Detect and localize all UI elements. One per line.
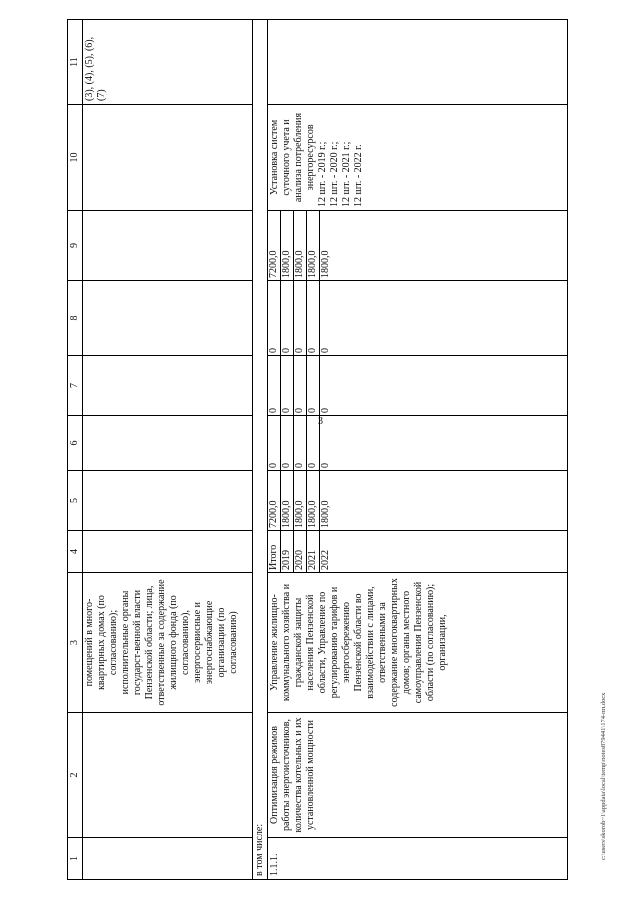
value-cell: 0 bbox=[307, 356, 320, 415]
header-col-11: 11 bbox=[68, 20, 83, 105]
years-list bbox=[268, 531, 332, 572]
year-cell: 2022 bbox=[320, 550, 331, 570]
value-cell: 7200,0 bbox=[268, 471, 281, 530]
header-col-8: 8 bbox=[68, 281, 83, 356]
header-col-9: 9 bbox=[68, 211, 83, 281]
value-cell: 1800,0 bbox=[320, 250, 331, 278]
value-cell: 1800,0 bbox=[294, 211, 307, 280]
result-line: 12 шт. - 2019 г.; bbox=[317, 141, 328, 207]
continuation-executors: помещений в много-квартирных домах (по согласованию); исполнительные органы государст-венной власти Пензенской области; лица, ответственные за содержание жилищного фонда (по согласованию), энергосервисные и энергоснабжающие организации (по согласованию) bbox=[83, 573, 253, 713]
table-row bbox=[268, 20, 568, 880]
page-number: 3 bbox=[318, 416, 323, 427]
value-cell: 0 bbox=[294, 281, 307, 355]
value-cell: 1800,0 bbox=[281, 211, 294, 280]
header-row bbox=[68, 20, 83, 880]
value-cell: 0 bbox=[294, 416, 307, 470]
header-col-5: 5 bbox=[68, 471, 83, 531]
value-cell: 1800,0 bbox=[320, 500, 331, 528]
value-cell: 1800,0 bbox=[294, 471, 307, 530]
including-row bbox=[253, 20, 268, 880]
value-cell: 0 bbox=[281, 416, 294, 470]
value-cell: 0 bbox=[320, 463, 331, 468]
col8-values bbox=[268, 281, 332, 355]
result-line: 12 шт. - 2020 г.; bbox=[329, 141, 340, 207]
col6-values bbox=[268, 416, 332, 470]
value-cell: 0 bbox=[281, 281, 294, 355]
value-cell: 1800,0 bbox=[307, 471, 320, 530]
header-col-4: 4 bbox=[68, 531, 83, 573]
col7-values bbox=[268, 356, 332, 415]
value-cell: 0 bbox=[294, 356, 307, 415]
result-line: Установка систем суточного учета и анализа потребления энергоресурсов bbox=[269, 112, 316, 203]
including-label: в том числе: bbox=[253, 20, 268, 880]
executors: Управление жилищно-коммунального хозяйства и гражданской защиты населения Пензенской области, Управление по регулированию тарифов и энергосбережению Пензенской области во взаимодействии с лицами, ответственными за содержание многоквартирных домов; органы местного самоуправления Пензенской области (по согласованию); организации, bbox=[268, 573, 568, 713]
header-col-3: 3 bbox=[68, 573, 83, 713]
value-cell: 0 bbox=[307, 416, 320, 470]
year-cell: 2019 bbox=[281, 531, 294, 572]
value-cell: 1800,0 bbox=[307, 211, 320, 280]
header-col-2: 2 bbox=[68, 713, 83, 838]
year-cell: 2021 bbox=[307, 531, 320, 572]
program-table bbox=[67, 19, 568, 880]
value-cell: 0 bbox=[307, 281, 320, 355]
row-number: 1.1.1. bbox=[268, 838, 568, 880]
rotated-table-container bbox=[67, 20, 577, 880]
value-cell: 0 bbox=[281, 356, 294, 415]
value-cell: 7200,0 bbox=[268, 211, 281, 280]
header-col-1: 1 bbox=[68, 838, 83, 880]
measure-name: Оптимизация режимов работы энергоисточников, количества котельных и их установленной мощности bbox=[268, 713, 568, 838]
value-cell: 0 bbox=[320, 408, 331, 413]
header-col-7: 7 bbox=[68, 356, 83, 416]
header-col-6: 6 bbox=[68, 416, 83, 471]
continuation-row bbox=[83, 20, 253, 880]
file-path-footer: c:\users\skorob~1\appdata\local\temp\notes879441\174-пп.docx bbox=[600, 692, 607, 860]
value-cell: 1800,0 bbox=[281, 471, 294, 530]
continuation-indicators: (3), (4), (5), (6), (7) bbox=[83, 20, 253, 105]
result-line: 12 шт. - 2021 г.; bbox=[341, 141, 352, 207]
value-cell: 0 bbox=[268, 416, 281, 470]
result-line: 12 шт. - 2022 г. bbox=[353, 144, 364, 207]
value-cell: 0 bbox=[268, 281, 281, 355]
value-cell: 0 bbox=[268, 356, 281, 415]
value-cell: 0 bbox=[320, 348, 331, 353]
expected-result bbox=[268, 105, 568, 211]
col9-values bbox=[268, 211, 332, 280]
year-cell: 2020 bbox=[294, 531, 307, 572]
year-cell: Итого bbox=[268, 531, 281, 572]
col5-values bbox=[268, 471, 332, 530]
header-col-10: 10 bbox=[68, 105, 83, 211]
